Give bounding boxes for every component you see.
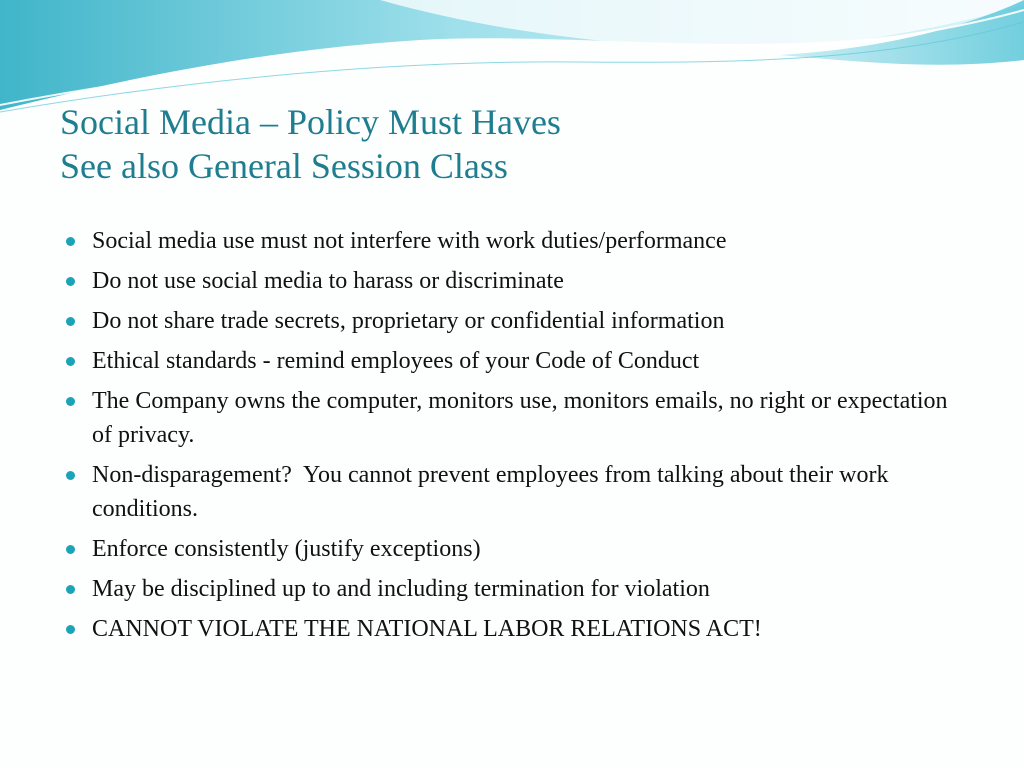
bullet-item <box>60 264 960 298</box>
bullet-list <box>60 224 960 652</box>
bullet-item <box>60 304 960 338</box>
slide-title <box>60 100 960 188</box>
bullet-item <box>60 224 960 258</box>
bullet-text: Social media use must not interfere with work duties/performance <box>92 228 727 254</box>
bullet-text: Non-disparagement? You cannot prevent employees from talking about their work conditions. <box>92 462 889 522</box>
title-line-1: Social Media – Policy Must Haves <box>60 102 561 142</box>
title-line-2: See also General Session Class <box>60 146 508 186</box>
bullet-dot-icon <box>66 357 75 366</box>
bullet-item <box>60 344 960 378</box>
bullet-dot-icon <box>66 277 75 286</box>
bullet-text: May be disciplined up to and including termination for violation <box>92 576 710 602</box>
bullet-dot-icon <box>66 471 75 480</box>
bullet-item <box>60 458 960 526</box>
bullet-dot-icon <box>66 317 75 326</box>
bullet-text: Do not share trade secrets, proprietary or confidential information <box>92 308 725 334</box>
bullet-text: Enforce consistently (justify exceptions) <box>92 536 481 562</box>
bullet-dot-icon <box>66 625 75 634</box>
bullet-dot-icon <box>66 545 75 554</box>
bullet-dot-icon <box>66 585 75 594</box>
bullet-dot-icon <box>66 237 75 246</box>
bullet-item <box>60 572 960 606</box>
bullet-dot-icon <box>66 397 75 406</box>
bullet-text: CANNOT VIOLATE THE NATIONAL LABOR RELATIONS ACT! <box>92 616 762 642</box>
bullet-text: Do not use social media to harass or discriminate <box>92 268 564 294</box>
bullet-item <box>60 532 960 566</box>
bullet-text: The Company owns the computer, monitors use, monitors emails, no right or expectation of privacy. <box>92 388 948 448</box>
bullet-item <box>60 384 960 452</box>
bullet-item <box>60 612 960 646</box>
bullet-text: Ethical standards - remind employees of your Code of Conduct <box>92 348 700 374</box>
